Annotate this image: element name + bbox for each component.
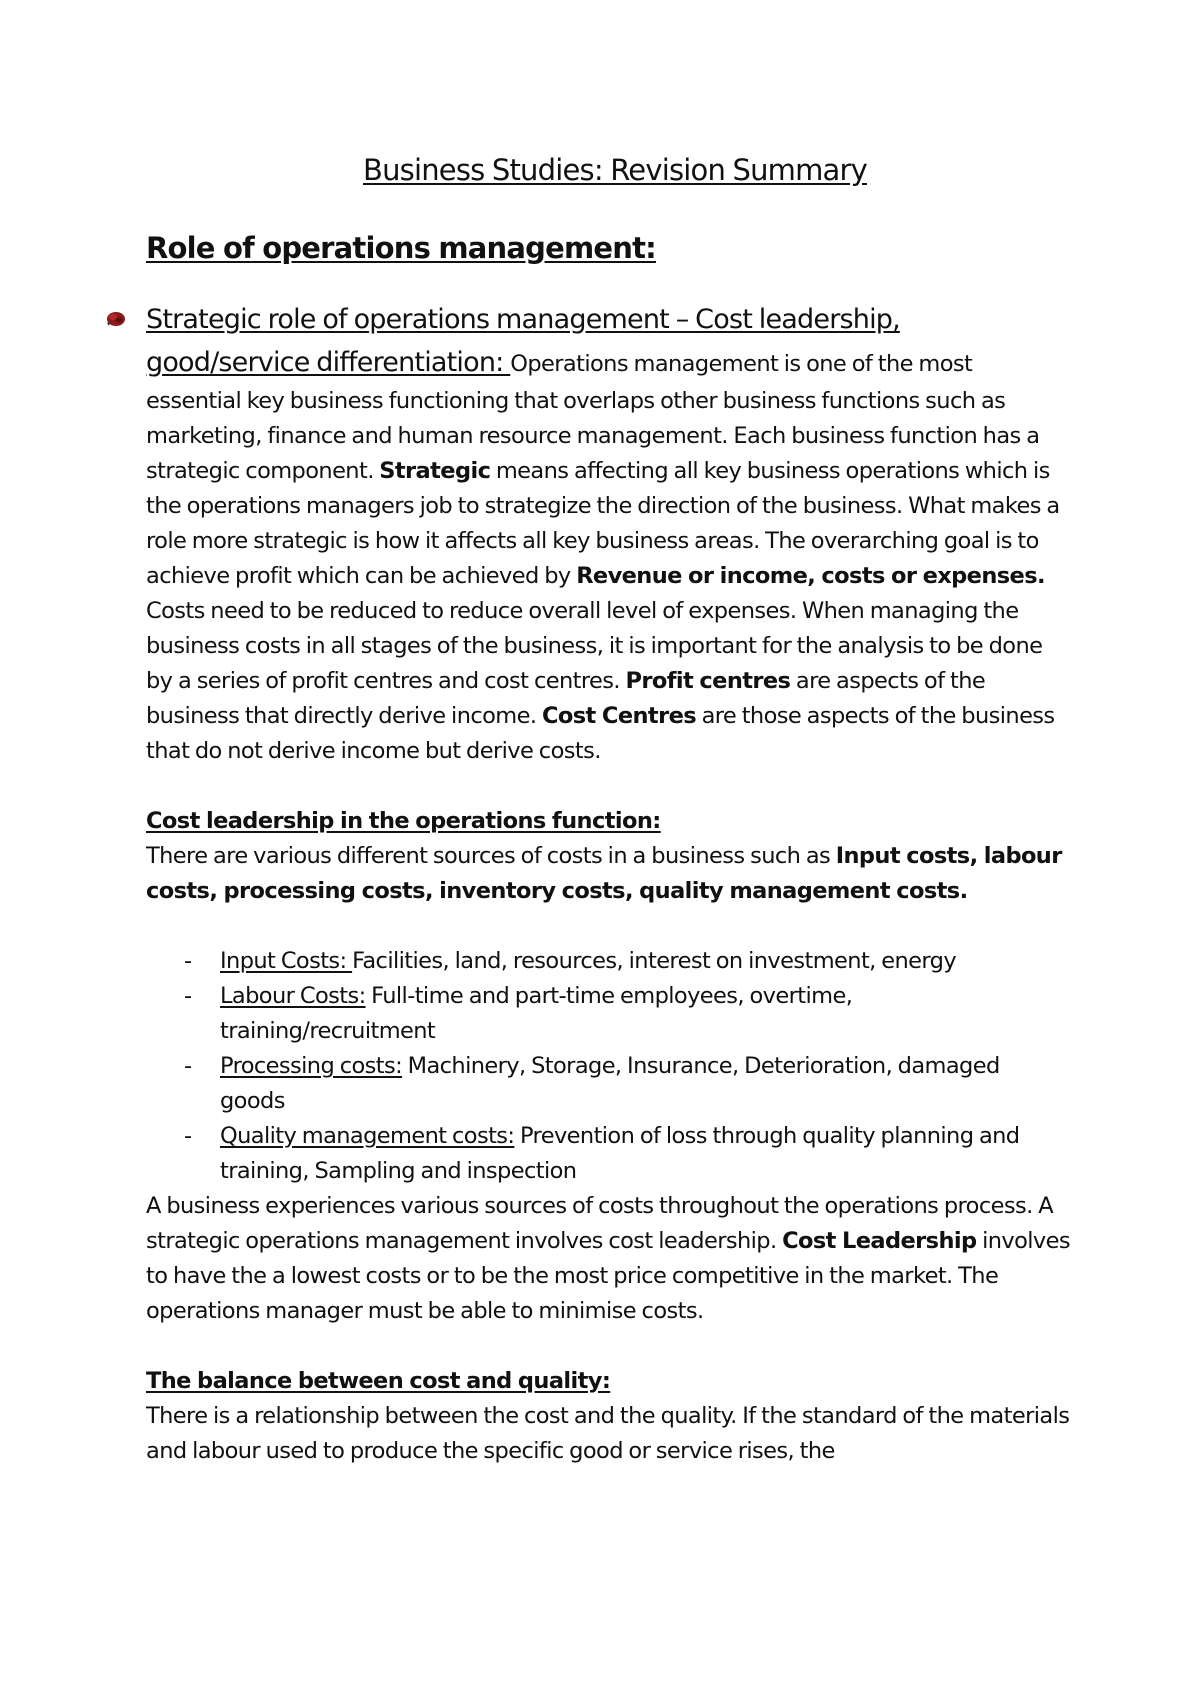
section-heading: Role of operations management: — [146, 231, 656, 265]
list-item-text: Machinery, Storage, Insurance, Deterioration, damaged goods — [220, 1053, 1000, 1114]
list-item-text: Prevention of loss through quality planning and training, Sampling and inspection — [220, 1123, 1020, 1184]
strategic-lead-line2: good/service differentiation: — [146, 347, 511, 378]
cost-leadership-conclusion — [146, 1189, 1070, 1329]
balance-paragraph: There is a relationship between the cost and the quality. If the standard of the materials and labour used to produce the specific good or service rises, the — [146, 1403, 1070, 1464]
rose-bullet-icon — [104, 309, 128, 329]
spacer — [146, 1329, 1070, 1364]
spacer — [146, 909, 1070, 944]
list-item — [146, 1049, 1070, 1119]
balance-heading-text: The balance between cost and quality: — [146, 1368, 611, 1394]
list-item — [146, 1119, 1070, 1189]
conclusion-text-1: A business experiences various sources of costs throughout the operations process. A strategic operations management involves cost leadership. — [146, 1193, 1053, 1254]
dash-marker: - — [184, 948, 192, 974]
document-title: Business Studies: Revision Summary — [362, 153, 868, 187]
cost-leadership-intro-bold: Input costs, labour costs, processing costs, inventory costs, quality management costs. — [146, 843, 1062, 904]
spacer — [146, 769, 1070, 804]
strategic-text-4: are aspects of the business that directly derive income. — [146, 668, 986, 729]
list-item — [146, 979, 1070, 1049]
dash-marker: - — [184, 983, 192, 1009]
strategic-role-paragraph — [146, 298, 1070, 769]
list-item-text: Full-time and part-time employees, overtime, training/recruitment — [220, 983, 853, 1044]
list-item-label: Input Costs: — [220, 948, 353, 974]
list-item-text: Facilities, land, resources, interest on investment, energy — [352, 948, 957, 974]
list-item-label: Processing costs: — [220, 1053, 403, 1079]
balance-heading — [146, 1364, 1070, 1399]
cost-leadership-heading — [146, 804, 1070, 839]
cost-leadership-heading-text: Cost leadership in the operations function: — [146, 808, 661, 834]
strategic-bold-2: Revenue or income, costs or expenses. — [576, 563, 1045, 589]
strategic-bold-1: Strategic — [379, 458, 491, 484]
strategic-bold-3: Profit centres — [625, 668, 791, 694]
strategic-text-5: are those aspects of the business that do not derive income but derive costs. — [146, 703, 1055, 764]
conclusion-bold: Cost Leadership — [782, 1228, 977, 1254]
strategic-bold-4: Cost Centres — [541, 703, 697, 729]
cost-leadership-intro — [146, 839, 1070, 909]
strategic-lead-line1: Strategic role of operations management – Cost leadership, — [146, 304, 900, 335]
dash-marker: - — [184, 1053, 192, 1079]
dash-marker: - — [184, 1123, 192, 1149]
cost-sources-list — [146, 944, 1070, 1189]
strategic-text-2: means affecting all key business operations which is the operations managers job to strategize the direction of the business. What makes a role more strategic is how it affects all key business areas. The overarching goal is to achieve profit which can be achieved by — [146, 458, 1060, 589]
strategic-text-3: Costs need to be reduced to reduce overall level of expenses. When managing the business costs in all stages of the business, it is important for the analysis to be done by a series of profit centres and cost centres. — [146, 598, 1043, 694]
strategic-text-1: Operations management is one of the most essential key business functioning that overlaps other business functions such as marketing, finance and human resource management. Each business function has a strategic component. — [146, 351, 1040, 484]
conclusion-text-2: involves to have the a lowest costs or to be the most price competitive in the market. The operations manager must be able to minimise costs. — [146, 1228, 1070, 1324]
cost-leadership-intro-text: There are various different sources of costs in a business such as — [146, 843, 836, 869]
list-item-label: Labour Costs: — [220, 983, 366, 1009]
list-item-label: Quality management costs: — [220, 1123, 515, 1149]
list-item — [146, 944, 1070, 979]
